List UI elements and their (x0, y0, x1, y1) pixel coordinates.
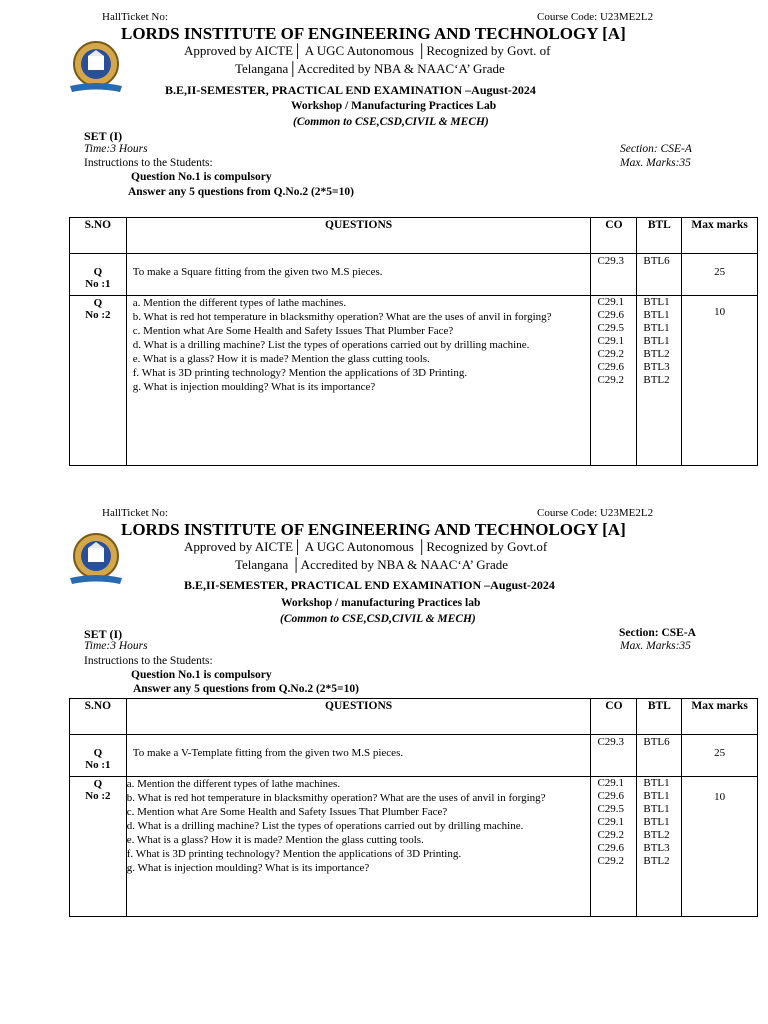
q2-btl-g: BTL2 (643, 855, 670, 867)
exam-title: B.E,II-SEMESTER, PRACTICAL END EXAMINATION –August-2024 (184, 578, 555, 592)
header-sno: S.NO (70, 218, 127, 254)
q2-item-a: a. Mention the different types of lathe machines. (126, 778, 341, 790)
q1-marks (682, 254, 758, 296)
q2-label (70, 777, 127, 917)
q2-label-no: No :2 (85, 309, 111, 321)
q2-marks (682, 296, 758, 466)
q2-btl-f: BTL3 (643, 842, 670, 854)
max-marks-label: Max. Marks:35 (620, 157, 691, 169)
questions-table (69, 217, 758, 466)
exam-title: B.E,II-SEMESTER, PRACTICAL END EXAMINATION –August-2024 (165, 83, 536, 97)
table-row-q1 (70, 254, 758, 296)
q2-co-a: C29.1 (597, 296, 625, 308)
q2-item-f: f. What is 3D printing technology? Mention the applications of 3D Printing. (126, 848, 462, 860)
q1-text (126, 254, 591, 296)
q2-label-no: No :2 (85, 790, 111, 802)
q2-item-b: b. What is red hot temperature in blacksmithy operation? What are the uses of anvil in forging? (126, 792, 546, 804)
q1-co-value: C29.3 (597, 736, 625, 748)
q1-label (70, 735, 127, 777)
course-code: Course Code: U23ME2L2 (537, 507, 654, 519)
lab-name: Workshop / manufacturing Practices lab (281, 597, 481, 609)
q2-item-f: f. What is 3D printing technology? Mention the applications of 3D Printing. (132, 367, 468, 379)
header-sno: S.NO (70, 699, 127, 735)
table-header-row (70, 699, 758, 735)
section-label: Section: CSE-A (620, 143, 692, 155)
q1-btl (637, 254, 682, 296)
q2-co-c: C29.5 (597, 322, 625, 334)
table-row-q2 (70, 296, 758, 466)
max-marks-label: Max. Marks:35 (620, 640, 691, 652)
q2-item-b: b. What is red hot temperature in blacksmithy operation? What are the uses of anvil in forging? (132, 311, 552, 323)
header-max-marks: Max marks (682, 218, 758, 254)
q2-btl-c: BTL1 (643, 322, 670, 334)
q1-co (591, 735, 637, 777)
q1-marks (682, 735, 758, 777)
q2-btl-b: BTL1 (643, 790, 670, 802)
q1-text-value: To make a V-Template fitting from the given two M.S pieces. (132, 747, 404, 759)
table-row-q1 (70, 735, 758, 777)
q2-item-e: e. What is a glass? How it is made? Mention the glass cutting tools. (132, 353, 430, 365)
q1-label-no: No :1 (85, 278, 111, 290)
q2-co-g: C29.2 (597, 374, 625, 386)
header-co: CO (591, 218, 637, 254)
q2-btl-g: BTL2 (643, 374, 670, 386)
q1-btl-value: BTL6 (643, 736, 670, 748)
q1-marks-value: 25 (714, 747, 726, 759)
table-header-row (70, 218, 758, 254)
q2-items (126, 777, 591, 917)
q1-text-value: To make a Square fitting from the given two M.S pieces. (132, 266, 383, 278)
section-label: Section: CSE-A (619, 627, 696, 639)
q2-item-c: c. Mention what Are Some Health and Safety Issues That Plumber Face? (132, 325, 454, 337)
q1-text (126, 735, 591, 777)
time-label: Time:3 Hours (84, 640, 148, 652)
q2-btl-list (637, 777, 682, 917)
header-co: CO (591, 699, 637, 735)
q2-co-list (591, 777, 637, 917)
q2-item-list (127, 777, 591, 875)
q2-co-g: C29.2 (597, 855, 625, 867)
q2-co-b: C29.6 (597, 309, 625, 321)
approval-line-2: Telangana │Accredited by NBA & NAAC‘A’ Grade (235, 557, 509, 572)
q2-item-g: g. What is injection moulding? What is its importance? (132, 381, 376, 393)
q2-co-e: C29.2 (597, 348, 625, 360)
q2-co-a: C29.1 (597, 777, 625, 789)
q2-co-e: C29.2 (597, 829, 625, 841)
q2-marks (682, 777, 758, 917)
q2-item-a: a. Mention the different types of lathe machines. (132, 297, 347, 309)
header-btl: BTL (637, 699, 682, 735)
q1-co (591, 254, 637, 296)
q2-co-c: C29.5 (597, 803, 625, 815)
q2-btl-a: BTL1 (643, 777, 670, 789)
lab-name: Workshop / Manufacturing Practices Lab (291, 100, 497, 112)
instructions-label: Instructions to the Students: (84, 157, 213, 169)
q2-co-f: C29.6 (597, 361, 625, 373)
q2-item-d: d. What is a drilling machine? List the types of operations carried out by drilling machine. (126, 820, 524, 832)
q2-co-b: C29.6 (597, 790, 625, 802)
q2-item-d: d. What is a drilling machine? List the types of operations carried out by drilling machine. (132, 339, 530, 351)
questions-table (69, 698, 758, 917)
common-to: (Common to CSE,CSD,CIVIL & MECH) (280, 613, 476, 625)
q1-btl (637, 735, 682, 777)
header-btl: BTL (637, 218, 682, 254)
q2-item-e: e. What is a glass? How it is made? Mention the glass cutting tools. (126, 834, 424, 846)
q2-label (70, 296, 127, 466)
q2-marks-value: 10 (714, 791, 726, 803)
q2-btl-b: BTL1 (643, 309, 670, 321)
set-label: SET (I) (84, 129, 123, 143)
q2-btl-d: BTL1 (643, 335, 670, 347)
common-to: (Common to CSE,CSD,CIVIL & MECH) (293, 116, 489, 128)
q2-btl-e: BTL2 (643, 348, 670, 360)
q1-label-no: No :1 (85, 759, 111, 771)
q1-label-q: Q (93, 747, 103, 759)
q2-btl-d: BTL1 (643, 816, 670, 828)
approval-line-1: Approved by AICTE│ A UGC Autonomous │Recognized by Govt.of (184, 539, 548, 554)
q2-co-list (591, 296, 637, 466)
institute-logo-icon (66, 40, 126, 94)
q2-btl-f: BTL3 (643, 361, 670, 373)
q1-label (70, 254, 127, 296)
rule-2: Answer any 5 questions from Q.No.2 (2*5=10) (128, 186, 354, 198)
q2-btl-c: BTL1 (643, 803, 670, 815)
rule-2: Answer any 5 questions from Q.No.2 (2*5=10) (133, 683, 359, 695)
institute-name: LORDS INSTITUTE OF ENGINEERING AND TECHNOLOGY [A] (121, 520, 626, 539)
q2-btl-a: BTL1 (643, 296, 670, 308)
table-row-q2 (70, 777, 758, 917)
rule-1: Question No.1 is compulsory (131, 171, 272, 183)
q2-item-list (127, 296, 591, 394)
q2-btl-e: BTL2 (643, 829, 670, 841)
q2-label-q: Q (93, 297, 103, 309)
time-label: Time:3 Hours (84, 143, 148, 155)
hallticket-label: HallTicket No: (102, 507, 168, 519)
hallticket-label: HallTicket No: (102, 11, 168, 23)
q2-items (126, 296, 591, 466)
header-max-marks: Max marks (682, 699, 758, 735)
approval-line-2: Telangana│Accredited by NBA & NAAC‘A’ Grade (235, 61, 505, 76)
header-questions: QUESTIONS (126, 218, 591, 254)
approval-line-1: Approved by AICTE│ A UGC Autonomous │Recognized by Govt. of (184, 43, 551, 58)
instructions-label: Instructions to the Students: (84, 655, 213, 667)
q2-btl-list (637, 296, 682, 466)
q1-co-value: C29.3 (597, 255, 625, 267)
q1-label-q: Q (93, 266, 103, 278)
q2-co-d: C29.1 (597, 335, 625, 347)
header-questions: QUESTIONS (126, 699, 591, 735)
q2-label-q: Q (93, 778, 103, 790)
q2-co-f: C29.6 (597, 842, 625, 854)
rule-1: Question No.1 is compulsory (131, 669, 272, 681)
q2-item-c: c. Mention what Are Some Health and Safety Issues That Plumber Face? (126, 806, 448, 818)
institute-name: LORDS INSTITUTE OF ENGINEERING AND TECHNOLOGY [A] (121, 24, 626, 43)
q2-marks-value: 10 (714, 306, 726, 318)
set-label: SET (I) (84, 627, 123, 641)
q2-item-g: g. What is injection moulding? What is its importance? (126, 862, 370, 874)
q1-btl-value: BTL6 (643, 255, 670, 267)
q1-marks-value: 25 (714, 266, 726, 278)
institute-logo-icon (66, 532, 126, 586)
q2-co-d: C29.1 (597, 816, 625, 828)
course-code: Course Code: U23ME2L2 (537, 11, 654, 23)
